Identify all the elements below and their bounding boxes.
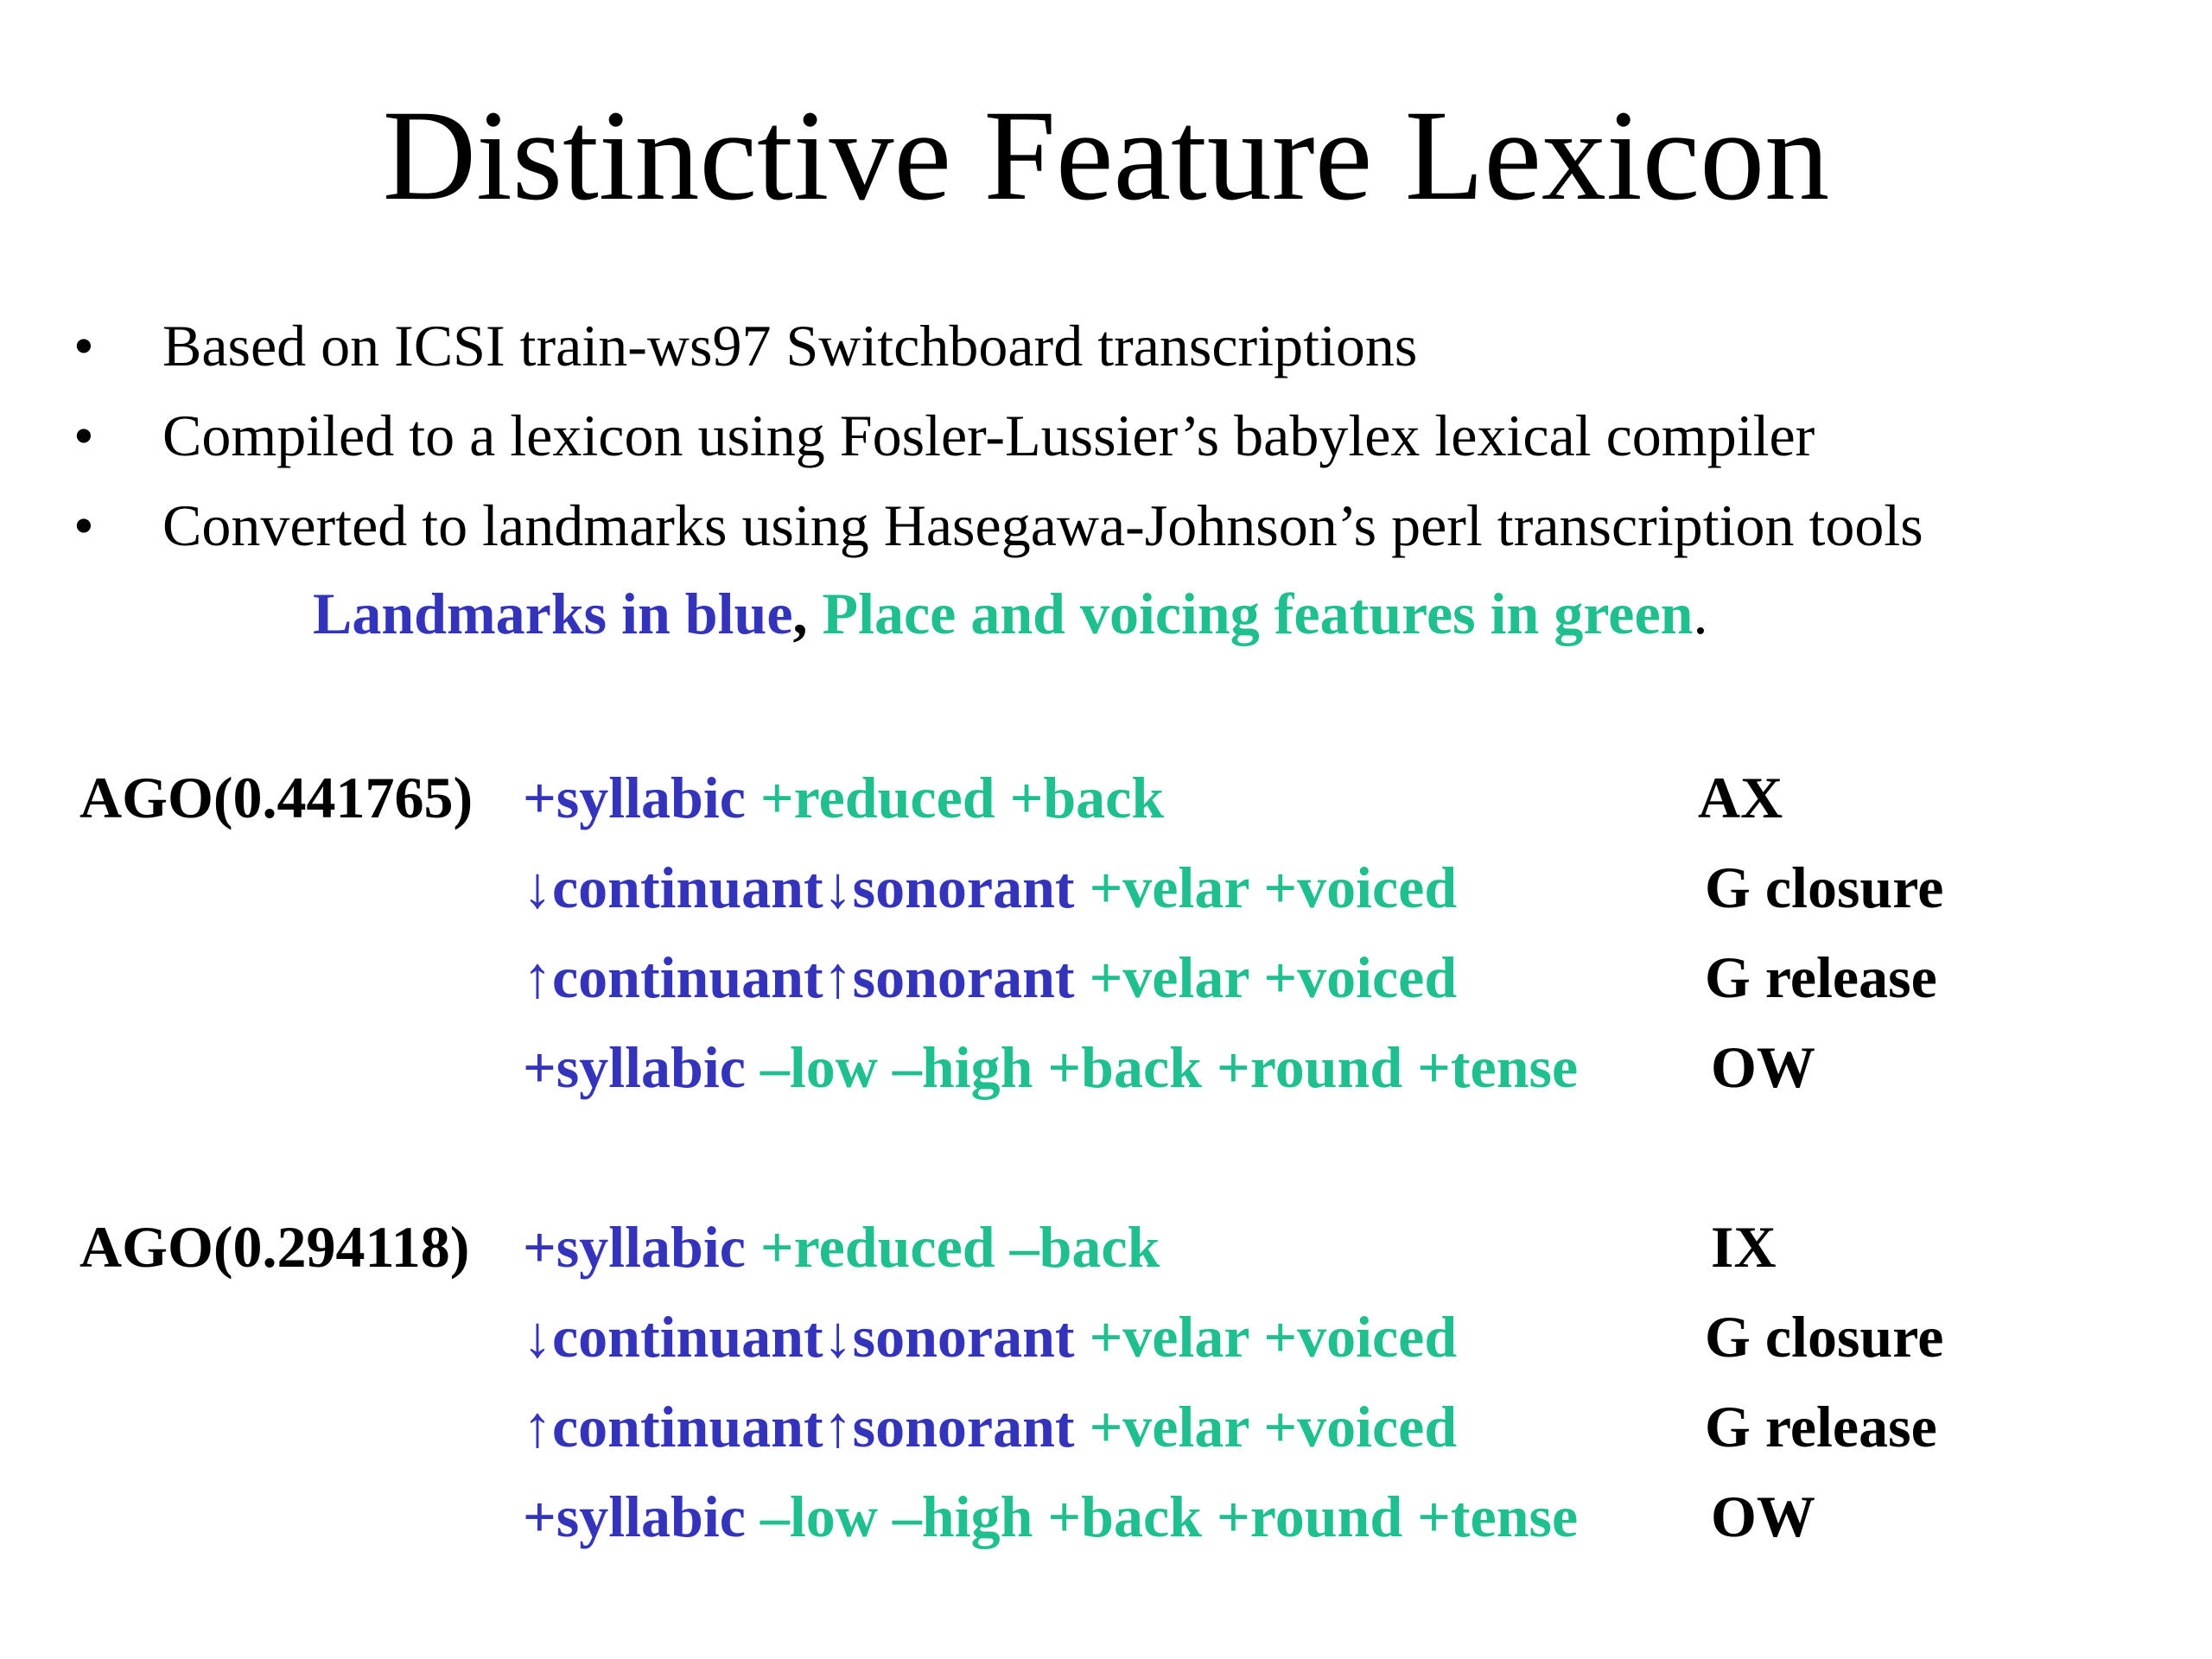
bullet-text: Compiled to a lexicon using Fosler-Lussier’s babylex lexical compiler bbox=[162, 403, 1815, 468]
legend-separator: , bbox=[792, 581, 808, 646]
landmark-text: +syllabic bbox=[523, 765, 746, 830]
entry-feature-row bbox=[523, 1302, 1457, 1371]
entry-feature-row bbox=[523, 1482, 1578, 1551]
color-legend bbox=[313, 579, 1707, 648]
entry-feature-row bbox=[523, 1212, 1160, 1281]
legend-end: . bbox=[1693, 581, 1708, 646]
entry-feature-row bbox=[523, 763, 1164, 832]
landmark-text: ↑continuant↑sonorant bbox=[523, 1394, 1075, 1459]
slide-title: Distinctive Feature Lexicon bbox=[382, 84, 1830, 227]
legend-features-label: Place and voicing features in green bbox=[822, 581, 1694, 646]
feature-text: +velar +voiced bbox=[1074, 1394, 1458, 1459]
feature-text: –low –high +back +round +tense bbox=[745, 1034, 1579, 1100]
phone-label: G closure bbox=[1705, 1304, 1944, 1370]
entry-word-label: AGO(0.294118) bbox=[79, 1214, 470, 1280]
bullet-text: Converted to landmarks using Hasegawa-Johnson’s perl transcription tools bbox=[162, 493, 1923, 558]
entry-feature-row bbox=[523, 943, 1457, 1012]
feature-text: +velar +voiced bbox=[1074, 944, 1458, 1010]
landmark-text: ↑continuant↑sonorant bbox=[523, 944, 1075, 1010]
feature-text: +velar +voiced bbox=[1074, 855, 1458, 920]
entry-feature-row bbox=[523, 1392, 1457, 1461]
phone-label: AX bbox=[1698, 765, 1783, 830]
phone-label: G closure bbox=[1705, 855, 1944, 920]
entry-feature-row bbox=[523, 853, 1457, 922]
phone-label: G release bbox=[1705, 1394, 1937, 1459]
phone-label: OW bbox=[1711, 1034, 1815, 1100]
phone-label: IX bbox=[1711, 1214, 1777, 1280]
entry-feature-row bbox=[523, 1033, 1578, 1102]
feature-text: +reduced –back bbox=[745, 1214, 1160, 1280]
feature-text: +velar +voiced bbox=[1074, 1304, 1458, 1370]
landmark-text: ↓continuant↓sonorant bbox=[523, 855, 1075, 920]
phone-label: G release bbox=[1705, 944, 1937, 1010]
entry-word-label: AGO(0.441765) bbox=[79, 765, 474, 830]
feature-text: +reduced +back bbox=[745, 765, 1165, 830]
landmark-text: +syllabic bbox=[523, 1214, 746, 1280]
landmark-text: ↓continuant↓sonorant bbox=[523, 1304, 1075, 1370]
landmark-text: +syllabic bbox=[523, 1034, 746, 1100]
phone-label: OW bbox=[1711, 1484, 1815, 1549]
bullet-text: Based on ICSI train-ws97 Switchboard transcriptions bbox=[162, 313, 1418, 378]
feature-text: –low –high +back +round +tense bbox=[745, 1484, 1579, 1549]
landmark-text: +syllabic bbox=[523, 1484, 746, 1549]
bullet-marker: • bbox=[73, 313, 94, 378]
bullet-marker: • bbox=[73, 403, 94, 468]
legend-landmarks-label: Landmarks in blue bbox=[313, 581, 793, 646]
bullet-marker: • bbox=[73, 493, 94, 558]
